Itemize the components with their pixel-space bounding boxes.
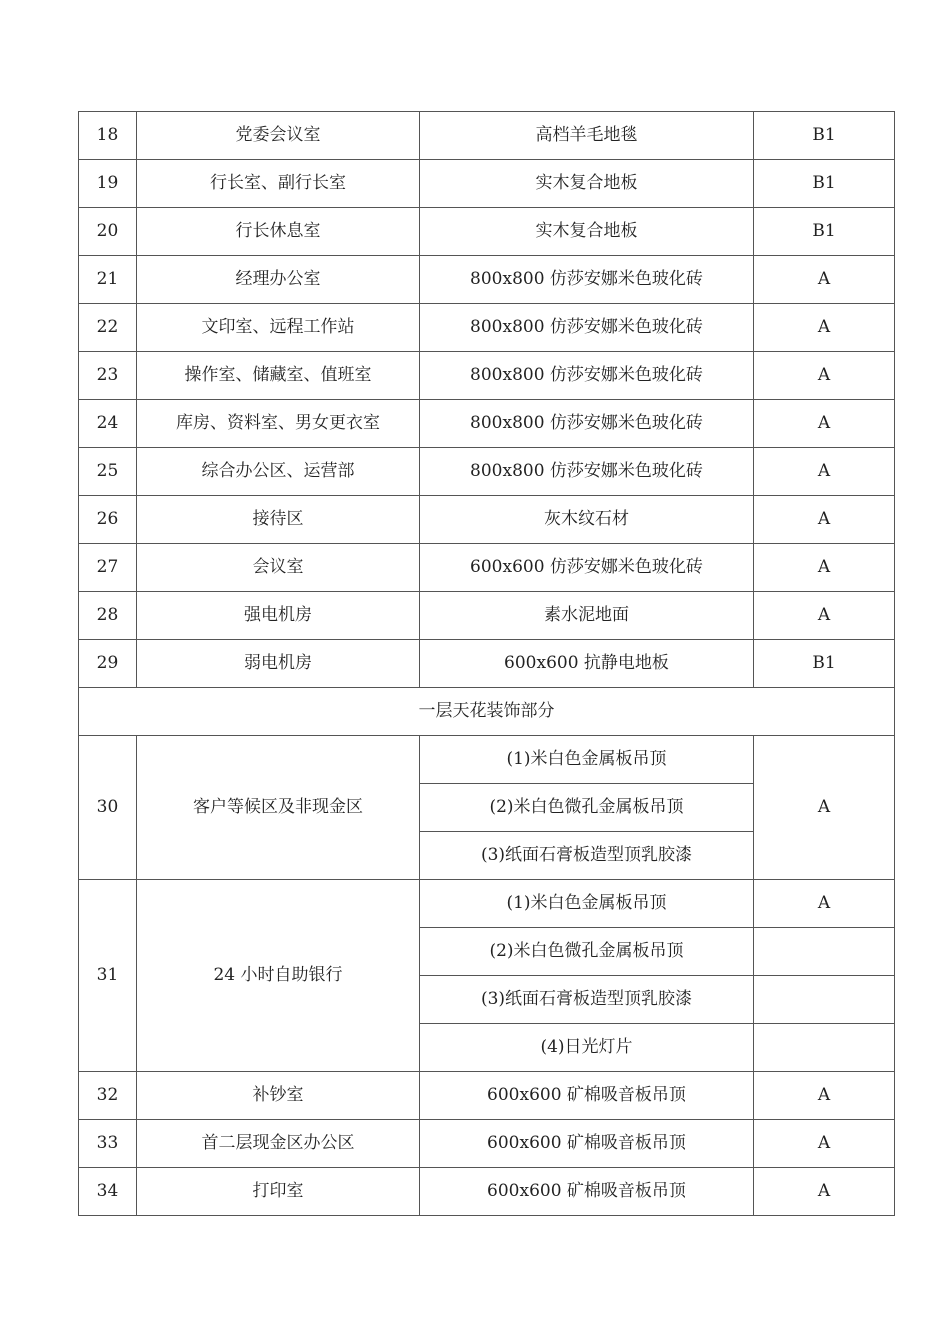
row-number: 26 <box>79 496 137 544</box>
fire-grade: B1 <box>754 160 895 208</box>
row-number: 19 <box>79 160 137 208</box>
row-number: 27 <box>79 544 137 592</box>
fire-grade: A <box>754 1120 895 1168</box>
room-name: 文印室、远程工作站 <box>137 304 420 352</box>
finish-material: 600x600 矿棉吸音板吊顶 <box>420 1120 754 1168</box>
table-row <box>79 1120 895 1168</box>
finish-material: 800x800 仿莎安娜米色玻化砖 <box>420 256 754 304</box>
room-name: 客户等候区及非现金区 <box>137 736 420 880</box>
row-number: 32 <box>79 1072 137 1120</box>
finish-material: 600x600 抗静电地板 <box>420 640 754 688</box>
row-number: 20 <box>79 208 137 256</box>
table-row <box>79 112 895 160</box>
room-name: 会议室 <box>137 544 420 592</box>
table-row <box>79 352 895 400</box>
room-name: 首二层现金区办公区 <box>137 1120 420 1168</box>
finish-material: (1)米白色金属板吊顶 <box>420 880 754 928</box>
fire-grade: A <box>754 1168 895 1216</box>
row-number: 29 <box>79 640 137 688</box>
room-name: 强电机房 <box>137 592 420 640</box>
fire-grade: A <box>754 304 895 352</box>
finish-material: (1)米白色金属板吊顶 <box>420 736 754 784</box>
row-number: 30 <box>79 736 137 880</box>
row-number: 22 <box>79 304 137 352</box>
finish-material: 实木复合地板 <box>420 208 754 256</box>
room-name: 行长室、副行长室 <box>137 160 420 208</box>
fire-grade-empty <box>754 928 895 976</box>
table-row <box>79 1168 895 1216</box>
finish-material: 素水泥地面 <box>420 592 754 640</box>
fire-grade: A <box>754 496 895 544</box>
table-row <box>79 448 895 496</box>
room-name: 接待区 <box>137 496 420 544</box>
finish-material: (2)米白色微孔金属板吊顶 <box>420 784 754 832</box>
table-row <box>79 256 895 304</box>
section-title: 一层天花装饰部分 <box>79 688 895 736</box>
room-name: 弱电机房 <box>137 640 420 688</box>
fire-grade: A <box>754 352 895 400</box>
table-row <box>79 496 895 544</box>
fire-grade: B1 <box>754 208 895 256</box>
finish-material: (3)纸面石膏板造型顶乳胶漆 <box>420 832 754 880</box>
row-number: 31 <box>79 880 137 1072</box>
fire-grade: A <box>754 1072 895 1120</box>
room-name: 经理办公室 <box>137 256 420 304</box>
table-row <box>79 208 895 256</box>
room-name: 行长休息室 <box>137 208 420 256</box>
finish-material: 800x800 仿莎安娜米色玻化砖 <box>420 400 754 448</box>
room-name: 补钞室 <box>137 1072 420 1120</box>
table-row <box>79 544 895 592</box>
finish-material: 灰木纹石材 <box>420 496 754 544</box>
room-name: 24 小时自助银行 <box>137 880 420 1072</box>
table-row <box>79 736 895 784</box>
fire-grade: A <box>754 448 895 496</box>
finish-material: 实木复合地板 <box>420 160 754 208</box>
fire-grade: A <box>754 880 895 928</box>
materials-table <box>78 111 895 1216</box>
room-name: 党委会议室 <box>137 112 420 160</box>
row-number: 28 <box>79 592 137 640</box>
finish-material: 800x800 仿莎安娜米色玻化砖 <box>420 304 754 352</box>
room-name: 综合办公区、运营部 <box>137 448 420 496</box>
table-body <box>79 112 895 1216</box>
table-row <box>79 400 895 448</box>
table-row <box>79 640 895 688</box>
finish-material: 800x800 仿莎安娜米色玻化砖 <box>420 448 754 496</box>
room-name: 打印室 <box>137 1168 420 1216</box>
finish-material: 600x600 矿棉吸音板吊顶 <box>420 1168 754 1216</box>
room-name: 库房、资料室、男女更衣室 <box>137 400 420 448</box>
table-row <box>79 160 895 208</box>
table-row <box>79 592 895 640</box>
fire-grade: A <box>754 256 895 304</box>
finish-material: (2)米白色微孔金属板吊顶 <box>420 928 754 976</box>
fire-grade: A <box>754 400 895 448</box>
table-row <box>79 688 895 736</box>
finish-material: 600x600 矿棉吸音板吊顶 <box>420 1072 754 1120</box>
table-row <box>79 304 895 352</box>
finish-material: 800x800 仿莎安娜米色玻化砖 <box>420 352 754 400</box>
fire-grade: B1 <box>754 640 895 688</box>
fire-grade: A <box>754 544 895 592</box>
fire-grade-empty <box>754 976 895 1024</box>
finish-material: (3)纸面石膏板造型顶乳胶漆 <box>420 976 754 1024</box>
finish-material: 高档羊毛地毯 <box>420 112 754 160</box>
row-number: 34 <box>79 1168 137 1216</box>
row-number: 25 <box>79 448 137 496</box>
table-row <box>79 1072 895 1120</box>
fire-grade: A <box>754 592 895 640</box>
table-row <box>79 880 895 928</box>
room-name: 操作室、储藏室、值班室 <box>137 352 420 400</box>
fire-grade: B1 <box>754 112 895 160</box>
fire-grade: A <box>754 736 895 880</box>
fire-grade-empty <box>754 1024 895 1072</box>
row-number: 21 <box>79 256 137 304</box>
row-number: 23 <box>79 352 137 400</box>
row-number: 24 <box>79 400 137 448</box>
finish-material: 600x600 仿莎安娜米色玻化砖 <box>420 544 754 592</box>
row-number: 18 <box>79 112 137 160</box>
row-number: 33 <box>79 1120 137 1168</box>
finish-material: (4)日光灯片 <box>420 1024 754 1072</box>
